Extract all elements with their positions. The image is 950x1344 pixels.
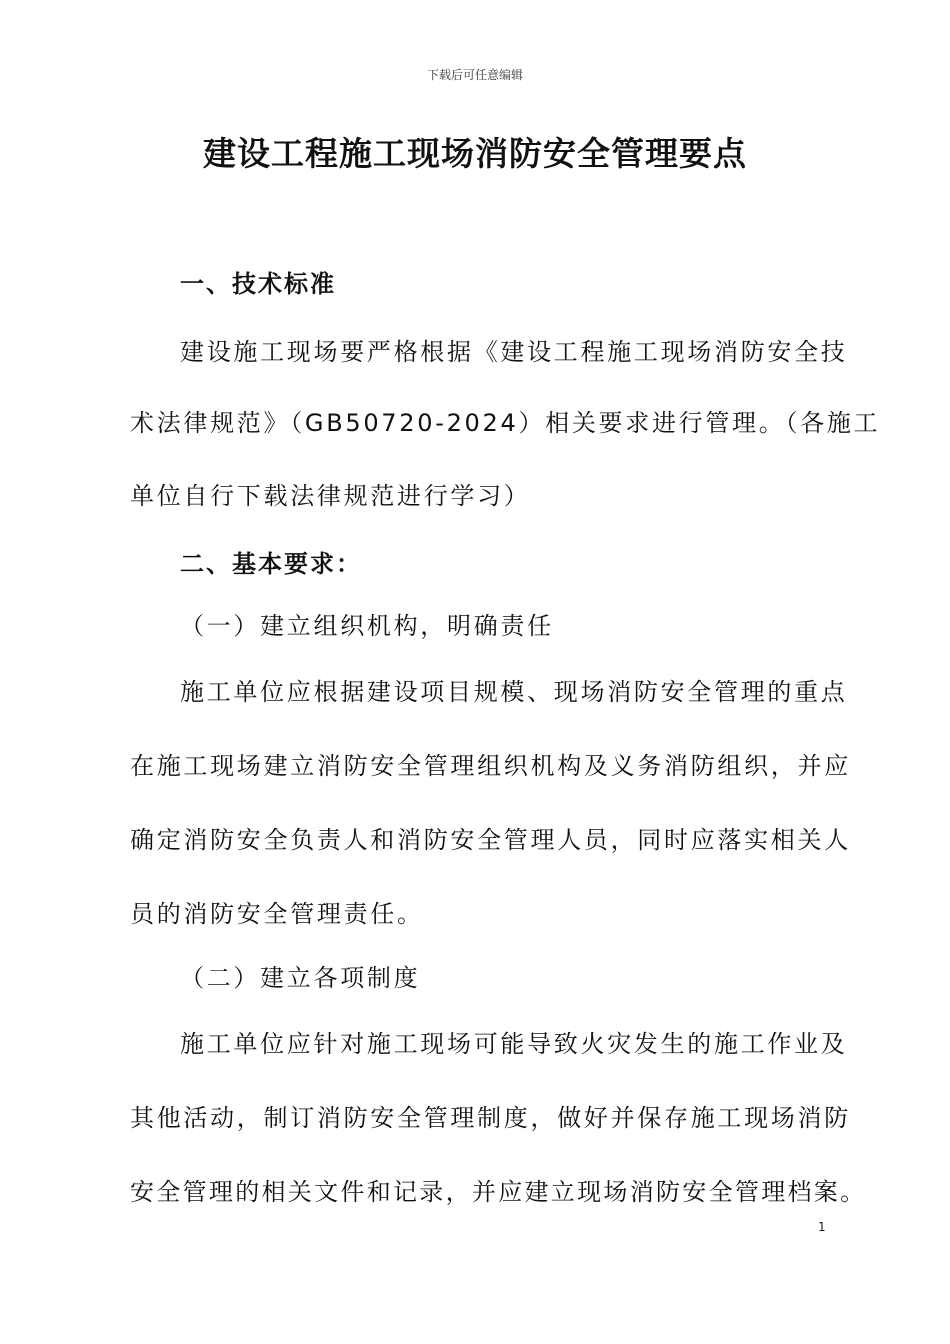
paragraph-line: 确定消防安全负责人和消防安全管理人员，同时应落实相关人: [130, 826, 851, 854]
paragraph-line: 安全管理的相关文件和记录，并应建立现场消防安全管理档案。: [130, 1178, 867, 1206]
paragraph-line: 在施工现场建立消防安全管理组织机构及义务消防组织，并应: [130, 752, 851, 780]
paragraph-line: 其他活动，制订消防安全管理制度，做好并保存施工现场消防: [130, 1104, 851, 1132]
paragraph-line: 员的消防安全管理责任。: [130, 900, 424, 928]
subsection-heading-systems: （二）建立各项制度: [180, 964, 421, 992]
subsection-heading-organization: （一）建立组织机构，明确责任: [180, 612, 554, 640]
paragraph-line: 术法律规范》（GB50720-2024）相关要求进行管理。（各施工: [130, 409, 881, 437]
page-number: 1: [818, 1220, 826, 1234]
paragraph-line: 建设施工现场要严格根据《建设工程施工现场消防安全技: [180, 338, 848, 366]
paragraph-line: 施工单位应针对施工现场可能导致火灾发生的施工作业及: [180, 1030, 848, 1058]
page-header-note: 下载后可任意编辑: [426, 68, 523, 82]
paragraph-line: 施工单位应根据建设项目规模、现场消防安全管理的重点: [180, 678, 848, 706]
section-heading-basic-requirements: 二、基本要求：: [180, 550, 362, 578]
paragraph-line: 单位自行下载法律规范进行学习）: [130, 482, 531, 510]
document-title: 建设工程施工现场消防安全管理要点: [203, 134, 747, 173]
section-heading-technical-standards: 一、技术标准: [180, 270, 336, 298]
